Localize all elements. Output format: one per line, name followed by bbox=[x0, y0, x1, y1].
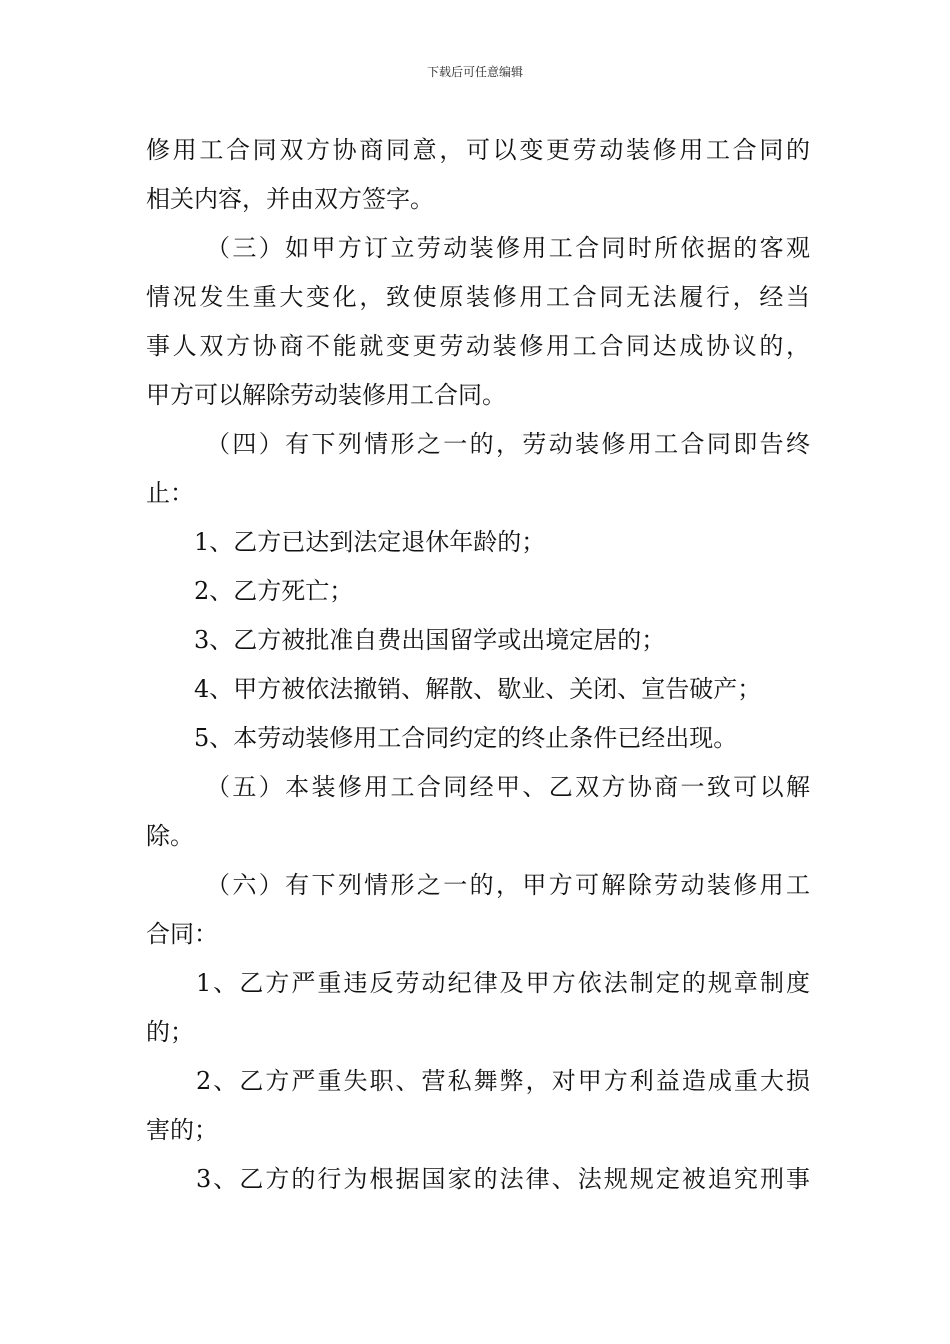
text-line: （五）本装修用工合同经甲、乙双方协商一致可以解 bbox=[206, 773, 810, 801]
page-header: 下载后可任意编辑 bbox=[426, 65, 523, 79]
text-line: 止： bbox=[146, 479, 194, 507]
text-line: 相关内容，并由双方签字。 bbox=[146, 185, 434, 213]
text-line: 的； bbox=[146, 1018, 194, 1046]
text-line: 情况发生重大变化，致使原装修用工合同无法履行，经当 bbox=[146, 283, 810, 311]
list-item: 2、乙方严重失职、营私舞弊，对甲方利益造成重大损 bbox=[196, 1067, 810, 1095]
list-item: 3、乙方的行为根据国家的法律、法规规定被追究刑事 bbox=[196, 1165, 810, 1193]
text-line: 合同： bbox=[146, 920, 218, 948]
document-body bbox=[146, 126, 810, 1204]
text-line: （三）如甲方订立劳动装修用工合同时所依据的客观 bbox=[206, 234, 810, 262]
list-item: 4、甲方被依法撤销、解散、歇业、关闭、宣告破产； bbox=[194, 675, 762, 703]
text-line: 事人双方协商不能就变更劳动装修用工合同达成协议的， bbox=[146, 332, 810, 360]
list-item: 3、乙方被批准自费出国留学或出境定居的； bbox=[194, 626, 666, 654]
list-item: 1、乙方已达到法定退休年龄的； bbox=[194, 528, 546, 556]
text-line: 修用工合同双方协商同意，可以变更劳动装修用工合同的 bbox=[146, 136, 810, 164]
list-item: 2、乙方死亡； bbox=[194, 577, 354, 605]
list-item: 5、本劳动装修用工合同约定的终止条件已经出现。 bbox=[194, 724, 738, 752]
text-line: （四）有下列情形之一的，劳动装修用工合同即告终 bbox=[206, 430, 810, 458]
text-line: 害的； bbox=[146, 1116, 218, 1144]
text-line: 甲方可以解除劳动装修用工合同。 bbox=[146, 381, 506, 409]
text-line: （六）有下列情形之一的，甲方可解除劳动装修用工 bbox=[206, 871, 810, 899]
text-line: 除。 bbox=[146, 822, 194, 850]
list-item: 1、乙方严重违反劳动纪律及甲方依法制定的规章制度 bbox=[196, 969, 810, 997]
